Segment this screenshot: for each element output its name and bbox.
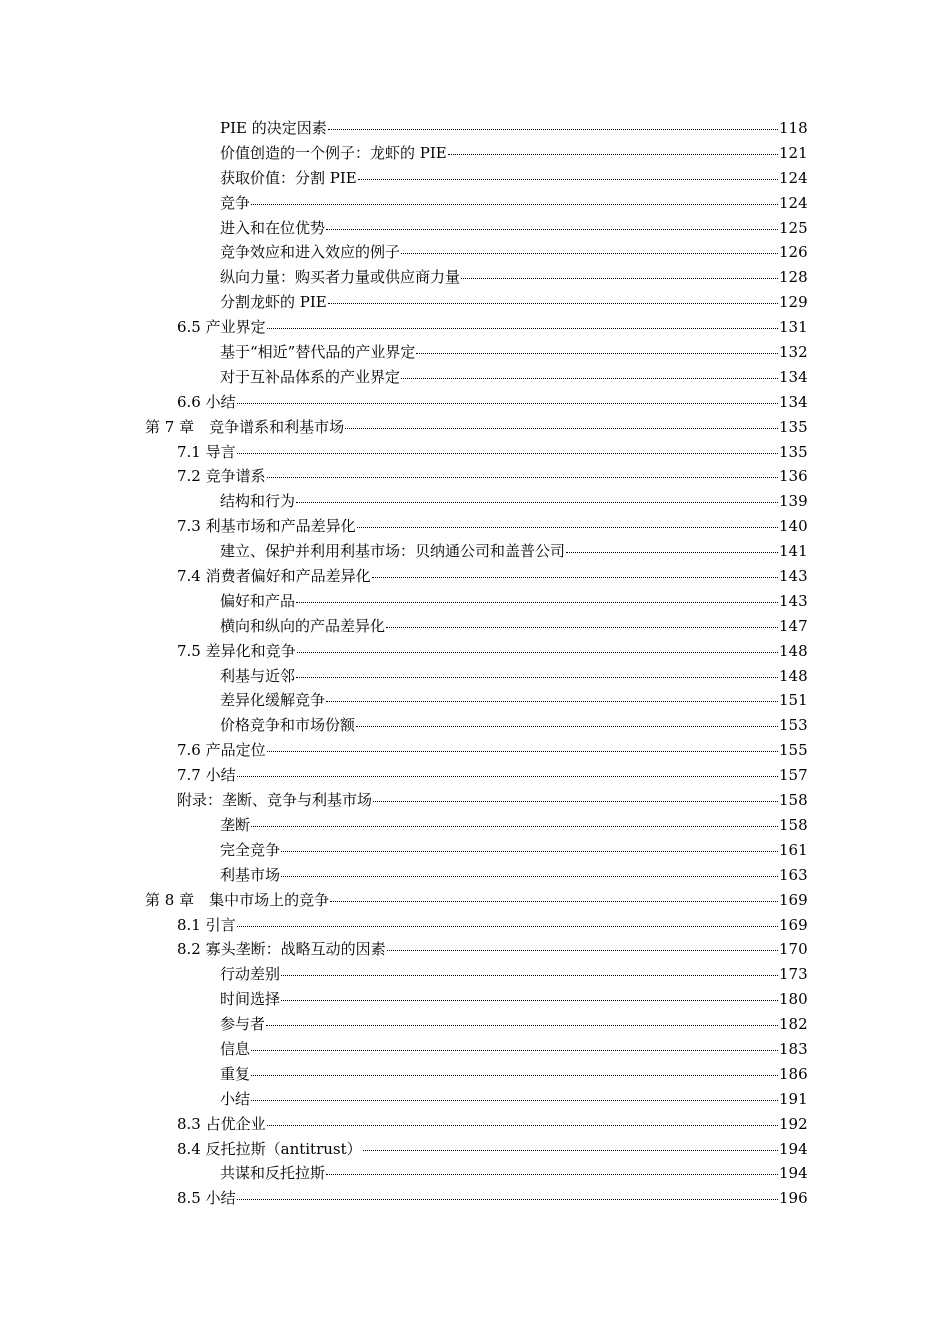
toc-dot-leader [251, 1085, 778, 1100]
toc-subsection-entry[interactable] [0, 365, 950, 390]
toc-chapter-entry[interactable] [0, 888, 950, 913]
toc-entry-page-number: 196 [779, 1189, 808, 1208]
toc-entry-title: 8.5 小结 [177, 1189, 236, 1208]
toc-entry-title: 小结 [220, 1089, 251, 1108]
toc-section-entry[interactable] [0, 788, 950, 813]
toc-entry-page-number: 169 [779, 890, 808, 909]
toc-dot-leader [372, 563, 778, 578]
toc-entry-page-number: 173 [779, 965, 808, 984]
toc-entry-title: 8.1 引言 [177, 915, 236, 934]
toc-section-entry[interactable] [0, 390, 950, 415]
toc-entry-page-number: 163 [779, 865, 808, 884]
toc-dot-leader [267, 1110, 778, 1125]
toc-entry-page-number: 135 [779, 442, 808, 461]
toc-entry-page-number: 147 [779, 616, 808, 635]
toc-subsection-entry[interactable] [0, 1012, 950, 1037]
toc-entry-title: 利基市场 [220, 865, 281, 884]
toc-section-entry[interactable] [0, 763, 950, 788]
toc-dot-leader [401, 364, 778, 379]
toc-entry-title: 利基与近邻 [220, 666, 296, 685]
toc-dot-leader [330, 886, 778, 901]
toc-dot-leader [237, 762, 778, 777]
toc-subsection-entry[interactable] [0, 116, 950, 141]
toc-entry-title: 垄断 [220, 815, 251, 834]
toc-entry-title: 价值创造的一个例子：龙虾的 PIE [220, 143, 447, 162]
toc-entry-page-number: 134 [779, 392, 808, 411]
toc-subsection-entry[interactable] [0, 340, 950, 365]
toc-entry-title: 8.2 寡头垄断：战略互动的因素 [177, 940, 386, 959]
toc-entry-page-number: 148 [779, 666, 808, 685]
toc-dot-leader [401, 239, 778, 254]
toc-entry-page-number: 143 [779, 591, 808, 610]
toc-section-entry[interactable] [0, 464, 950, 489]
toc-dot-leader [363, 1135, 778, 1150]
toc-section-entry[interactable] [0, 1137, 950, 1162]
toc-subsection-entry[interactable] [0, 265, 950, 290]
toc-subsection-entry[interactable] [0, 240, 950, 265]
toc-dot-leader [328, 289, 778, 304]
toc-subsection-entry[interactable] [0, 1037, 950, 1062]
toc-dot-leader [373, 787, 778, 802]
toc-entry-page-number: 194 [779, 1164, 808, 1183]
toc-dot-leader [237, 911, 778, 926]
toc-entry-page-number: 141 [779, 542, 808, 561]
toc-dot-leader [357, 513, 778, 528]
toc-dot-leader [267, 737, 778, 752]
toc-entry-title: 建立、保护并利用利基市场：贝纳通公司和盖普公司 [220, 542, 566, 561]
toc-entry-page-number: 124 [779, 193, 808, 212]
toc-dot-leader [296, 488, 778, 503]
toc-section-entry[interactable] [0, 1112, 950, 1137]
toc-entry-page-number: 194 [779, 1139, 808, 1158]
toc-entry-page-number: 169 [779, 915, 808, 934]
toc-entry-title: 7.7 小结 [177, 766, 236, 785]
toc-entry-page-number: 128 [779, 268, 808, 287]
toc-dot-leader [281, 861, 778, 876]
toc-dot-leader [237, 438, 778, 453]
toc-entry-page-number: 124 [779, 168, 808, 187]
toc-dot-leader [251, 812, 778, 827]
toc-subsection-entry[interactable] [0, 838, 950, 863]
toc-entry-title: 价格竞争和市场份额 [220, 716, 356, 735]
toc-dot-leader [251, 1061, 778, 1076]
toc-entry-page-number: 151 [779, 691, 808, 710]
toc-entry-title: 信息 [220, 1039, 251, 1058]
toc-subsection-entry[interactable] [0, 1161, 950, 1186]
toc-entry-title: 差异化缓解竞争 [220, 691, 326, 710]
toc-section-entry[interactable] [0, 913, 950, 938]
toc-subsection-entry[interactable] [0, 290, 950, 315]
toc-entry-page-number: 180 [779, 990, 808, 1009]
toc-entry-page-number: 148 [779, 641, 808, 660]
toc-entry-title: 结构和行为 [220, 492, 296, 511]
toc-subsection-entry[interactable] [0, 987, 950, 1012]
toc-dot-leader [281, 961, 778, 976]
toc-dot-leader [461, 264, 778, 279]
toc-entry-title: 7.2 竞争谱系 [177, 467, 266, 486]
toc-entry-title: 6.6 小结 [177, 392, 236, 411]
toc-entry-page-number: 155 [779, 741, 808, 760]
toc-entry-title: 7.1 导言 [177, 442, 236, 461]
toc-entry-title: 竞争 [220, 193, 251, 212]
toc-entry-page-number: 126 [779, 243, 808, 262]
toc-entry-page-number: 157 [779, 766, 808, 785]
toc-entry-title: 8.3 占优企业 [177, 1114, 266, 1133]
toc-entry-title: 第 8 章 集中市场上的竞争 [145, 890, 330, 909]
toc-entry-title: 7.4 消费者偏好和产品差异化 [177, 567, 371, 586]
toc-entry-title: 完全竞争 [220, 840, 281, 859]
toc-entry-title: 偏好和产品 [220, 591, 296, 610]
toc-entry-title: 6.5 产业界定 [177, 318, 266, 337]
toc-entry-title: PIE 的决定因素 [220, 119, 327, 137]
toc-subsection-entry[interactable] [0, 863, 950, 888]
toc-section-entry[interactable] [0, 738, 950, 763]
toc-dot-leader [297, 637, 778, 652]
toc-entry-page-number: 139 [779, 492, 808, 511]
toc-entry-page-number: 186 [779, 1064, 808, 1083]
toc-dot-leader [326, 687, 778, 702]
toc-dot-leader [281, 986, 778, 1001]
toc-dot-leader [416, 339, 778, 354]
toc-entry-page-number: 125 [779, 218, 808, 237]
toc-entry-title: 共谋和反托拉斯 [220, 1164, 326, 1183]
toc-dot-leader [237, 1185, 778, 1200]
toc-entry-title: 附录：垄断、竞争与利基市场 [177, 791, 373, 810]
toc-entry-title: 进入和在位优势 [220, 218, 326, 237]
toc-entry-page-number: 136 [779, 467, 808, 486]
toc-subsection-entry[interactable] [0, 1087, 950, 1112]
toc-section-entry[interactable] [0, 514, 950, 539]
toc-entry-page-number: 182 [779, 1015, 808, 1034]
toc-subsection-entry[interactable] [0, 713, 950, 738]
toc-entry-title: 行动差别 [220, 965, 281, 984]
toc-entry-page-number: 158 [779, 791, 808, 810]
toc-dot-leader [387, 936, 778, 951]
toc-section-entry[interactable] [0, 937, 950, 962]
toc-subsection-entry[interactable] [0, 962, 950, 987]
toc-entry-title: 横向和纵向的产品差异化 [220, 616, 386, 635]
toc-entry-page-number: 161 [779, 840, 808, 859]
toc-dot-leader [345, 413, 778, 428]
toc-subsection-entry[interactable] [0, 664, 950, 689]
toc-dot-leader [251, 189, 778, 204]
toc-entry-title: 7.5 差异化和竞争 [177, 641, 296, 660]
toc-entry-title: 获取价值：分割 PIE [220, 168, 357, 187]
toc-entry-title: 参与者 [220, 1015, 266, 1034]
toc-subsection-entry[interactable] [0, 489, 950, 514]
toc-dot-leader [267, 314, 778, 329]
toc-entry-page-number: 121 [779, 143, 808, 162]
toc-entry-page-number: 131 [779, 318, 808, 337]
toc-dot-leader [328, 115, 778, 130]
toc-entry-title: 纵向力量：购买者力量或供应商力量 [220, 268, 461, 287]
toc-entry-page-number: 135 [779, 417, 808, 436]
toc-subsection-entry[interactable] [0, 141, 950, 166]
toc-entry-page-number: 143 [779, 567, 808, 586]
toc-section-entry[interactable] [0, 639, 950, 664]
toc-entry-title: 7.6 产品定位 [177, 741, 266, 760]
toc-subsection-entry[interactable] [0, 166, 950, 191]
toc-chapter-entry[interactable] [0, 415, 950, 440]
toc-dot-leader [281, 837, 778, 852]
toc-dot-leader [296, 662, 778, 677]
toc-dot-leader [251, 1036, 778, 1051]
toc-dot-leader [267, 463, 778, 478]
toc-dot-leader [358, 165, 778, 180]
toc-entry-page-number: 134 [779, 367, 808, 386]
toc-subsection-entry[interactable] [0, 539, 950, 564]
toc-entry-page-number: 191 [779, 1089, 808, 1108]
toc-entry-page-number: 118 [779, 119, 808, 137]
toc-entry-title: 7.3 利基市场和产品差异化 [177, 517, 356, 536]
toc-entry-page-number: 153 [779, 716, 808, 735]
toc-section-entry[interactable] [0, 440, 950, 465]
toc-entry-page-number: 140 [779, 517, 808, 536]
toc-dot-leader [237, 389, 778, 404]
toc-subsection-entry[interactable] [0, 216, 950, 241]
toc-dot-leader [448, 140, 778, 155]
toc-subsection-entry[interactable] [0, 1062, 950, 1087]
toc-entry-page-number: 158 [779, 815, 808, 834]
toc-entry-title: 竞争效应和进入效应的例子 [220, 243, 401, 262]
table-of-contents [0, 116, 950, 1211]
toc-entry-page-number: 183 [779, 1039, 808, 1058]
toc-entry-title: 对于互补品体系的产业界定 [220, 367, 401, 386]
toc-subsection-entry[interactable] [0, 191, 950, 216]
toc-dot-leader [326, 1160, 778, 1175]
toc-section-entry[interactable] [0, 1186, 950, 1211]
toc-entry-page-number: 129 [779, 293, 808, 312]
toc-entry-title: 第 7 章 竞争谱系和利基市场 [145, 417, 345, 436]
toc-entry-title: 8.4 反托拉斯（antitrust） [177, 1139, 362, 1158]
toc-dot-leader [386, 613, 778, 628]
toc-dot-leader [296, 588, 778, 603]
toc-entry-page-number: 132 [779, 343, 808, 362]
toc-entry-page-number: 170 [779, 940, 808, 959]
toc-dot-leader [566, 538, 778, 553]
toc-dot-leader [356, 712, 778, 727]
toc-dot-leader [266, 1011, 778, 1026]
toc-subsection-entry[interactable] [0, 813, 950, 838]
toc-entry-title: 时间选择 [220, 990, 281, 1009]
toc-dot-leader [326, 214, 778, 229]
toc-entry-title: 基于“相近”替代品的产业界定 [220, 343, 416, 362]
toc-entry-title: 分割龙虾的 PIE [220, 293, 327, 312]
toc-subsection-entry[interactable] [0, 688, 950, 713]
toc-entry-title: 重复 [220, 1064, 251, 1083]
toc-subsection-entry[interactable] [0, 614, 950, 639]
toc-subsection-entry[interactable] [0, 589, 950, 614]
toc-section-entry[interactable] [0, 315, 950, 340]
toc-section-entry[interactable] [0, 564, 950, 589]
toc-entry-page-number: 192 [779, 1114, 808, 1133]
